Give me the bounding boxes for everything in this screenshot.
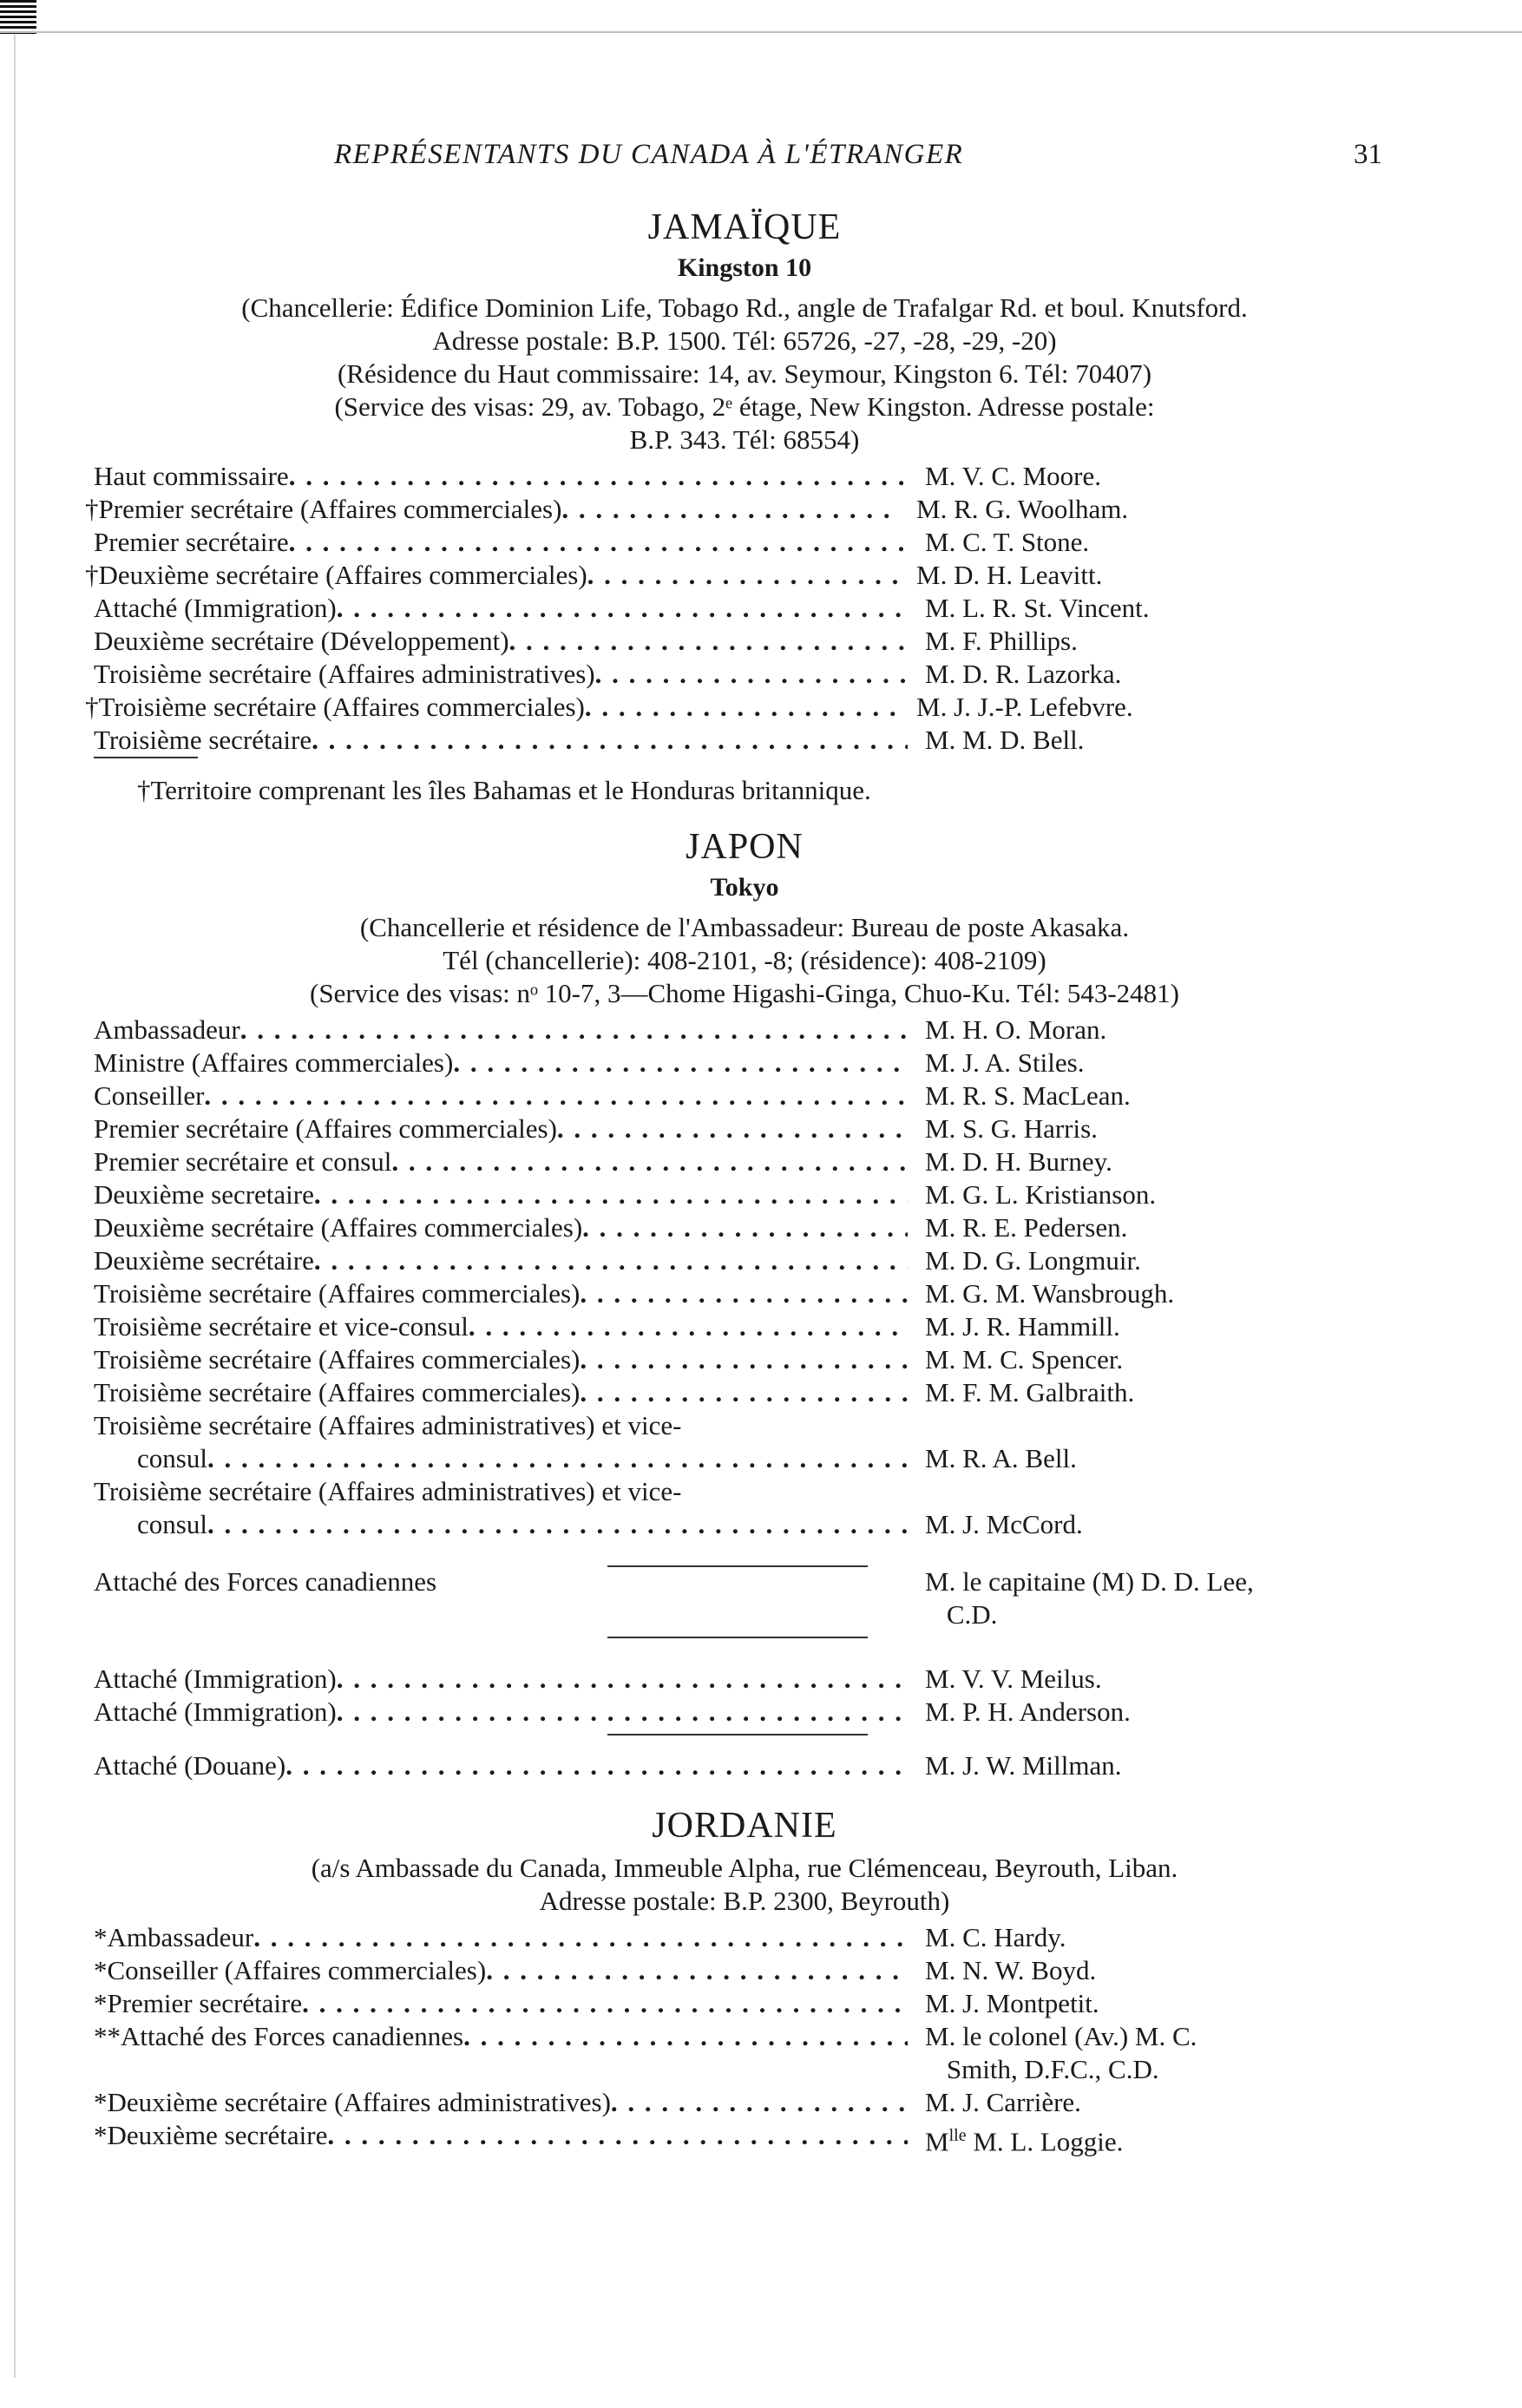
staff-title: *Premier secrétaire	[94, 1988, 303, 2018]
staff-title: Troisième secrétaire (Affaires commerciales)	[94, 1344, 581, 1375]
staff-row	[94, 1310, 1395, 1343]
staff-row	[94, 1079, 1395, 1112]
staff-title: Troisième secrétaire (Affaires commerciales)	[94, 1377, 581, 1407]
staff-name: $M^{lle}$ M. L. Loggie.	[925, 2126, 1124, 2157]
staff-row	[94, 1277, 1395, 1310]
staff-row	[94, 1343, 1395, 1376]
staff-row	[94, 460, 1395, 493]
staff-list	[94, 1921, 1395, 2158]
address-block	[94, 1852, 1395, 1918]
page-number: 31	[1354, 139, 1382, 170]
staff-row	[85, 559, 1395, 592]
page-content	[85, 200, 1395, 2158]
staff-name: M. L. R. St. Vincent.	[925, 593, 1150, 623]
staff-title: Ministre (Affaires commerciales)	[94, 1047, 454, 1078]
staff-name: M. M. C. Spencer.	[925, 1344, 1124, 1375]
address-block	[94, 292, 1395, 456]
staff-title: †Premier secrétaire (Affaires commerciales)	[85, 494, 562, 524]
staff-row	[94, 724, 1395, 757]
staff-title: Troisième secrétaire (Affaires administratives) et vice-	[94, 1410, 682, 1440]
staff-title: **Attaché des Forces canadiennes	[94, 2021, 464, 2051]
section-jordan	[94, 1805, 1395, 2158]
staff-title: Premier secrétaire et consul	[94, 1146, 392, 1177]
address-line: (Chancellerie et résidence de l'Ambassadeur: Bureau de poste Akasaka.	[359, 912, 1130, 942]
address-line: Adresse postale: B.P. 2300, Beyrouth)	[539, 1886, 950, 1916]
staff-title: Troisième secrétaire (Affaires administratives) et vice-	[94, 1476, 682, 1506]
staff-row	[94, 1244, 1395, 1277]
staff-title: Troisième secrétaire (Affaires administratives)	[94, 659, 595, 689]
separator-rule	[607, 1637, 868, 1638]
staff-title: Deuxième secrétaire	[94, 1245, 314, 1276]
staff-row	[94, 1663, 1395, 1696]
staff-name-cont: Smith, D.F.C., C.D.	[946, 2054, 1159, 2084]
staff-name: M. R. A. Bell.	[925, 1443, 1077, 1473]
staff-row	[94, 1987, 1395, 2020]
country-heading: JAPON	[686, 827, 804, 867]
address-line: (Service des visas: nᵒ 10-7, 3—Chome Higashi-Ginga, Chuo-Ku. Tél: 543-2481)	[310, 978, 1179, 1008]
staff-row	[94, 1112, 1395, 1145]
staff-title-cont: consul	[137, 1443, 207, 1473]
staff-row	[94, 1178, 1395, 1211]
staff-title: Attaché des Forces canadiennes	[94, 1566, 437, 1597]
staff-name: M. D. H. Burney.	[925, 1146, 1112, 1177]
staff-title: *Deuxième secrétaire (Affaires administratives)	[94, 2087, 611, 2117]
staff-title: Attaché (Immigration)	[94, 593, 337, 623]
section-jamaica	[85, 207, 1395, 807]
staff-name: M. J. Carrière.	[925, 2087, 1081, 2117]
staff-name: M. G. M. Wansbrough.	[925, 1278, 1175, 1309]
address-line: Tél (chancellerie): 408-2101, -8; (résidence): 408-2109)	[443, 945, 1046, 975]
staff-name: M. D. G. Longmuir.	[925, 1245, 1141, 1276]
section-japan	[94, 826, 1395, 1782]
staff-title: *Deuxième secrétaire	[94, 2120, 328, 2150]
country-heading: JORDANIE	[652, 1806, 837, 1846]
staff-row	[94, 1442, 1395, 1475]
footnote-rule	[94, 757, 198, 758]
staff-list	[85, 460, 1395, 757]
staff-row	[85, 691, 1395, 724]
staff-row	[94, 1921, 1395, 1954]
staff-row	[94, 1014, 1395, 1047]
staff-title: †Troisième secrétaire (Affaires commerciales)	[85, 692, 585, 722]
staff-title: Attaché (Immigration)	[94, 1696, 337, 1727]
staff-name: M. R. G. Woolham.	[916, 494, 1129, 524]
staff-row	[94, 658, 1395, 691]
staff-row	[94, 1749, 1395, 1782]
staff-name: M. D. R. Lazorka.	[925, 659, 1122, 689]
staff-row	[94, 2020, 1395, 2053]
staff-title: Ambassadeur	[94, 1014, 240, 1045]
staff-title: Deuxième secrétaire (Développement)	[94, 626, 509, 656]
separator-rule	[607, 1734, 868, 1735]
scan-left-border	[14, 35, 16, 2378]
staff-row	[94, 1047, 1395, 1079]
running-header: REPRÉSENTANTS DU CANADA À L'ÉTRANGER	[334, 139, 964, 170]
staff-name: M. R. E. Pedersen.	[925, 1212, 1128, 1243]
staff-title: Troisième secrétaire (Affaires commerciales)	[94, 1278, 581, 1309]
staff-title: Conseiller	[94, 1080, 205, 1111]
scan-top-border	[0, 31, 1522, 33]
footnote: †Territoire comprenant les îles Bahamas et le Honduras britannique.	[137, 775, 871, 805]
staff-title: Deuxième secretaire	[94, 1179, 314, 1210]
staff-title: Haut commissaire	[94, 461, 289, 491]
scan-edge-mark	[0, 0, 36, 35]
address-line: (Service des visas: 29, av. Tobago, 2ᵉ étage, New Kingston. Adresse postale:	[334, 391, 1155, 422]
staff-row	[94, 1954, 1395, 1987]
staff-row	[85, 493, 1395, 526]
staff-list	[94, 1014, 1395, 1541]
staff-name: M. le capitaine (M) D. D. Lee,	[925, 1566, 1254, 1597]
staff-title: Attaché (Immigration)	[94, 1663, 337, 1694]
staff-row	[94, 526, 1395, 559]
staff-row	[94, 592, 1395, 625]
staff-title: *Ambassadeur	[94, 1922, 254, 1952]
address-line: (Résidence du Haut commissaire: 14, av. Seymour, Kingston 6. Tél: 70407)	[337, 358, 1152, 389]
staff-title: Deuxième secrétaire (Affaires commerciales)	[94, 1212, 583, 1243]
city-heading: Tokyo	[710, 873, 779, 902]
staff-title: †Deuxième secrétaire (Affaires commerciales)	[85, 560, 587, 590]
staff-row	[94, 1508, 1395, 1541]
staff-name: M. J. J.-P. Lefebvre.	[916, 692, 1133, 722]
staff-name: M. M. D. Bell.	[925, 725, 1085, 755]
staff-row	[94, 1145, 1395, 1178]
city-heading: Kingston 10	[677, 253, 812, 282]
staff-name: M. V. V. Meilus.	[925, 1663, 1102, 1694]
staff-name: M. J. R. Hammill.	[925, 1311, 1120, 1342]
staff-name: M. C. Hardy.	[925, 1922, 1066, 1952]
address-line: Adresse postale: B.P. 1500. Tél: 65726, -27, -28, -29, -20)	[432, 325, 1057, 356]
staff-title: Premier secrétaire (Affaires commerciales)	[94, 1113, 557, 1144]
staff-row-cont	[94, 2053, 1395, 2086]
address-line: (Chancellerie: Édifice Dominion Life, Tobago Rd., angle de Trafalgar Rd. et boul. Knutsford.	[241, 292, 1248, 323]
staff-name: M. S. G. Harris.	[925, 1113, 1098, 1144]
staff-name: M. R. S. MacLean.	[925, 1080, 1131, 1111]
staff-row	[94, 1376, 1395, 1409]
staff-name: M. le colonel (Av.) M. C.	[925, 2021, 1197, 2051]
staff-name: M. V. C. Moore.	[925, 461, 1101, 491]
staff-row	[94, 1565, 1395, 1598]
staff-name: M. J. A. Stiles.	[925, 1047, 1085, 1078]
staff-row	[94, 2086, 1395, 2119]
staff-name: M. N. W. Boyd.	[925, 1955, 1097, 1985]
staff-name: M. F. M. Galbraith.	[925, 1377, 1135, 1407]
staff-row	[94, 1409, 1395, 1442]
staff-name: M. G. L. Kristianson.	[925, 1179, 1157, 1210]
staff-row	[94, 1475, 1395, 1508]
staff-name: M. H. O. Moran.	[925, 1014, 1107, 1045]
staff-title: Troisième secrétaire et vice-consul	[94, 1311, 469, 1342]
staff-row-cont	[94, 1598, 1395, 1631]
staff-row	[94, 625, 1395, 658]
staff-name: M. C. T. Stone.	[925, 527, 1090, 557]
staff-row	[94, 1696, 1395, 1729]
address-block	[94, 911, 1395, 1010]
staff-name: M. J. Montpetit.	[925, 1988, 1099, 2018]
address-line: B.P. 343. Tél: 68554)	[629, 424, 860, 455]
staff-name: M. F. Phillips.	[925, 626, 1078, 656]
country-heading: JAMAÏQUE	[647, 207, 842, 247]
staff-name-cont: C.D.	[946, 1599, 998, 1630]
staff-row	[94, 2119, 1395, 2158]
staff-name: M. D. H. Leavitt.	[916, 560, 1103, 590]
staff-row	[94, 1211, 1395, 1244]
staff-name: M. J. McCord.	[925, 1509, 1083, 1539]
staff-title: Attaché (Douane)	[94, 1750, 286, 1781]
staff-title: Premier secrétaire	[94, 527, 289, 557]
staff-title: Troisième secrétaire	[94, 725, 312, 755]
staff-title: *Conseiller (Affaires commerciales)	[94, 1955, 487, 1985]
address-line: (a/s Ambassade du Canada, Immeuble Alpha, rue Clémenceau, Beyrouth, Liban.	[311, 1853, 1178, 1883]
staff-name: M. J. W. Millman.	[925, 1750, 1122, 1781]
staff-name: M. P. H. Anderson.	[925, 1696, 1131, 1727]
staff-title-cont: consul	[137, 1509, 207, 1539]
